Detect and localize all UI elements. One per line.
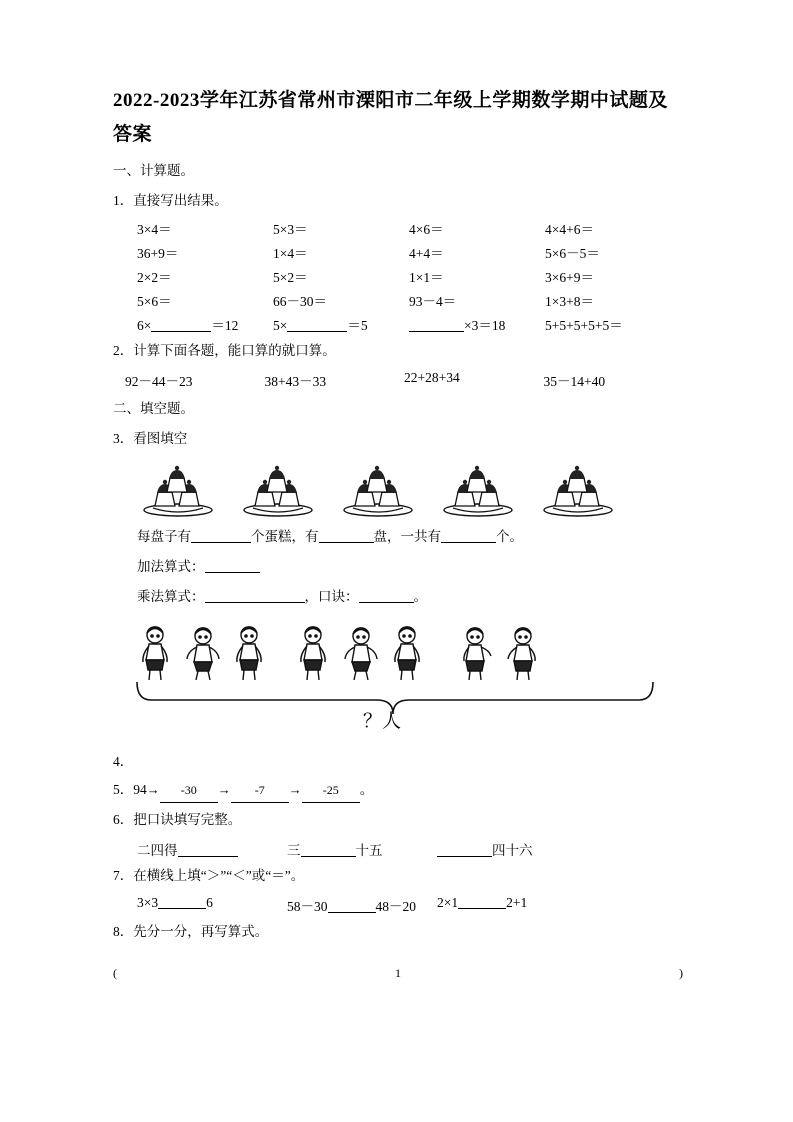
- q1-item: 5×6－5＝: [545, 246, 600, 261]
- cake-illustration: [113, 462, 683, 518]
- answer-blank[interactable]: [158, 895, 206, 909]
- q3-text-d: 个。: [496, 529, 523, 544]
- q1-item-d: 5+5+5+5+5＝: [545, 318, 623, 333]
- q1-row-5: [113, 314, 683, 334]
- cake-plate-3: [335, 462, 421, 518]
- q7-left-2: 58－30: [287, 899, 328, 914]
- q3-text-a: 每盘子有: [137, 529, 191, 544]
- q1-item: 4×6＝: [409, 222, 444, 237]
- q3-question-mark: ？人: [363, 711, 402, 732]
- question-1-label: 1．直接写出结果。: [113, 193, 228, 208]
- arrow-icon: →: [288, 782, 302, 797]
- q1-item: 5×3＝: [273, 222, 308, 237]
- kids-illustration: [113, 620, 683, 745]
- arrow-icon: →: [217, 782, 231, 797]
- footer-left-paren: (: [113, 966, 117, 980]
- q3-line-3: [113, 582, 683, 612]
- kids-row: [135, 620, 683, 682]
- q1-item: 66－30＝: [273, 294, 327, 309]
- answer-blank[interactable]: [301, 843, 356, 857]
- q5-step-3: [302, 783, 360, 803]
- question-8-label: 8．先分一分，再写算式。: [113, 924, 269, 939]
- answer-blank[interactable]: [409, 318, 464, 332]
- q1-item: 5×6＝: [137, 294, 172, 309]
- q7-item-1: [137, 895, 287, 915]
- answer-blank[interactable]: [359, 589, 414, 603]
- q1-r5-b-prefix: 5×: [273, 318, 288, 333]
- q6-b-prefix: 三: [287, 843, 301, 858]
- q6-b-suffix: 十五: [355, 843, 383, 858]
- question-4-label: 4．: [113, 754, 134, 769]
- q7-right-3: 2+1: [506, 895, 528, 910]
- q2-item: 38+43－33: [264, 374, 327, 389]
- kid-figure-5: [339, 622, 383, 682]
- page-footer: [113, 966, 683, 981]
- answer-blank[interactable]: [178, 843, 238, 857]
- answer-blank[interactable]: [319, 529, 374, 543]
- q5-label: 5．94: [113, 782, 147, 797]
- q7-left-1: 3×3: [137, 895, 159, 910]
- q1-item: 5×2＝: [273, 270, 308, 285]
- q7-left-3: 2×1: [437, 895, 459, 910]
- q1-item-blank-a: [137, 314, 273, 334]
- q2-item: 92－44－23: [125, 374, 193, 389]
- cake-plate-1: [135, 462, 221, 518]
- q1-row-1: [113, 218, 683, 238]
- q1-item: 4+4＝: [409, 246, 444, 261]
- q6-item-2: [287, 839, 437, 859]
- q1-r5-a-suffix: ＝12: [211, 318, 239, 333]
- kid-figure-3: [227, 622, 271, 682]
- question-5: [113, 777, 683, 803]
- section-heading-2: 二、填空题。: [113, 401, 194, 416]
- page-number: 1: [395, 966, 401, 980]
- q1-item-blank-b: [273, 314, 409, 334]
- kid-figure-4: [293, 622, 337, 682]
- answer-blank[interactable]: [151, 318, 211, 332]
- q5-op-1: -30: [180, 783, 197, 797]
- q6-item-3: [437, 839, 587, 859]
- q1-item: 3×6+9＝: [545, 270, 594, 285]
- q1-item: 1×1＝: [409, 270, 444, 285]
- answer-blank[interactable]: [441, 529, 496, 543]
- answer-blank[interactable]: [437, 843, 492, 857]
- q3-text-c: 盘，一共有: [373, 529, 441, 544]
- q6-c-suffix: 四十六: [492, 843, 533, 858]
- question-7-label: 7．在横线上填“＞”“＜”或“＝”。: [113, 868, 305, 883]
- answer-blank[interactable]: [458, 895, 506, 909]
- q1-item: 1×3+8＝: [545, 294, 594, 309]
- q1-row-4: [113, 290, 683, 310]
- q1-item: 1×4＝: [273, 246, 308, 261]
- q5-step-2: [231, 783, 289, 803]
- kid-figure-7: [455, 622, 499, 682]
- q7-right-1: 6: [206, 895, 213, 910]
- q7-item-3: [437, 895, 587, 915]
- question-6-label: 6．把口诀填写完整。: [113, 812, 242, 827]
- q1-r5-b-suffix: ＝5: [347, 318, 368, 333]
- q1-item: 4×4+6＝: [545, 222, 594, 237]
- q2-items: [113, 370, 683, 390]
- q3-end: 。: [413, 589, 427, 604]
- q6-item-1: [137, 839, 287, 859]
- q5-step-1: [160, 783, 218, 803]
- arrow-icon: →: [146, 782, 160, 797]
- q1-row-3: [113, 266, 683, 286]
- q1-item: 2×2＝: [137, 270, 172, 285]
- document-body: [113, 84, 683, 947]
- q1-item: 3×4＝: [137, 222, 172, 237]
- q2-item: 35－14+40: [543, 374, 606, 389]
- q2-item: 22+28+34: [404, 370, 460, 385]
- section-heading-1: 一、计算题。: [113, 163, 194, 178]
- q3-line-2: [113, 552, 683, 582]
- q1-item: 93－4＝: [409, 294, 457, 309]
- q1-item-blank-c: [409, 314, 545, 334]
- answer-blank[interactable]: [191, 529, 251, 543]
- q6-items: [113, 839, 683, 859]
- kid-figure-2: [181, 622, 225, 682]
- question-2-label: 2．计算下面各题，能口算的就口算。: [113, 343, 336, 358]
- q6-a-prefix: 二四得: [137, 843, 178, 858]
- page-title: 2022-2023学年江苏省常州市溧阳市二年级上学期数学期中试题及答案: [113, 90, 668, 145]
- question-3-label: 3．看图填空: [113, 431, 188, 446]
- cake-plate-2: [235, 462, 321, 518]
- q3-line-1: [113, 522, 683, 552]
- q3-add-label: 加法算式：: [137, 559, 205, 574]
- cake-plate-5: [535, 462, 621, 518]
- footer-right-paren: ): [679, 966, 683, 980]
- answer-blank[interactable]: [205, 559, 260, 573]
- q5-op-2: -7: [254, 783, 265, 797]
- answer-blank[interactable]: [328, 899, 376, 913]
- q3-koujue-label: ，口诀：: [304, 589, 359, 604]
- answer-blank[interactable]: [205, 589, 305, 603]
- q1-item: 36+9＝: [137, 246, 179, 261]
- kid-figure-8: [501, 622, 545, 682]
- kid-figure-1: [135, 622, 179, 682]
- q1-r5-c-suffix: ×3＝18: [464, 318, 506, 333]
- q1-row-2: [113, 242, 683, 262]
- q5-op-3: -25: [322, 783, 339, 797]
- q1-r5-a-prefix: 6×: [137, 318, 152, 333]
- q3-mul-label: 乘法算式：: [137, 589, 205, 604]
- answer-blank[interactable]: [287, 318, 347, 332]
- q7-items: [113, 895, 683, 915]
- cake-plate-4: [435, 462, 521, 518]
- kid-figure-6: [385, 622, 429, 682]
- q3-text-b: 个蛋糕，有: [251, 529, 319, 544]
- q7-item-2: [287, 895, 437, 915]
- q5-end: 。: [359, 782, 374, 797]
- q7-right-2: 48－20: [375, 899, 416, 914]
